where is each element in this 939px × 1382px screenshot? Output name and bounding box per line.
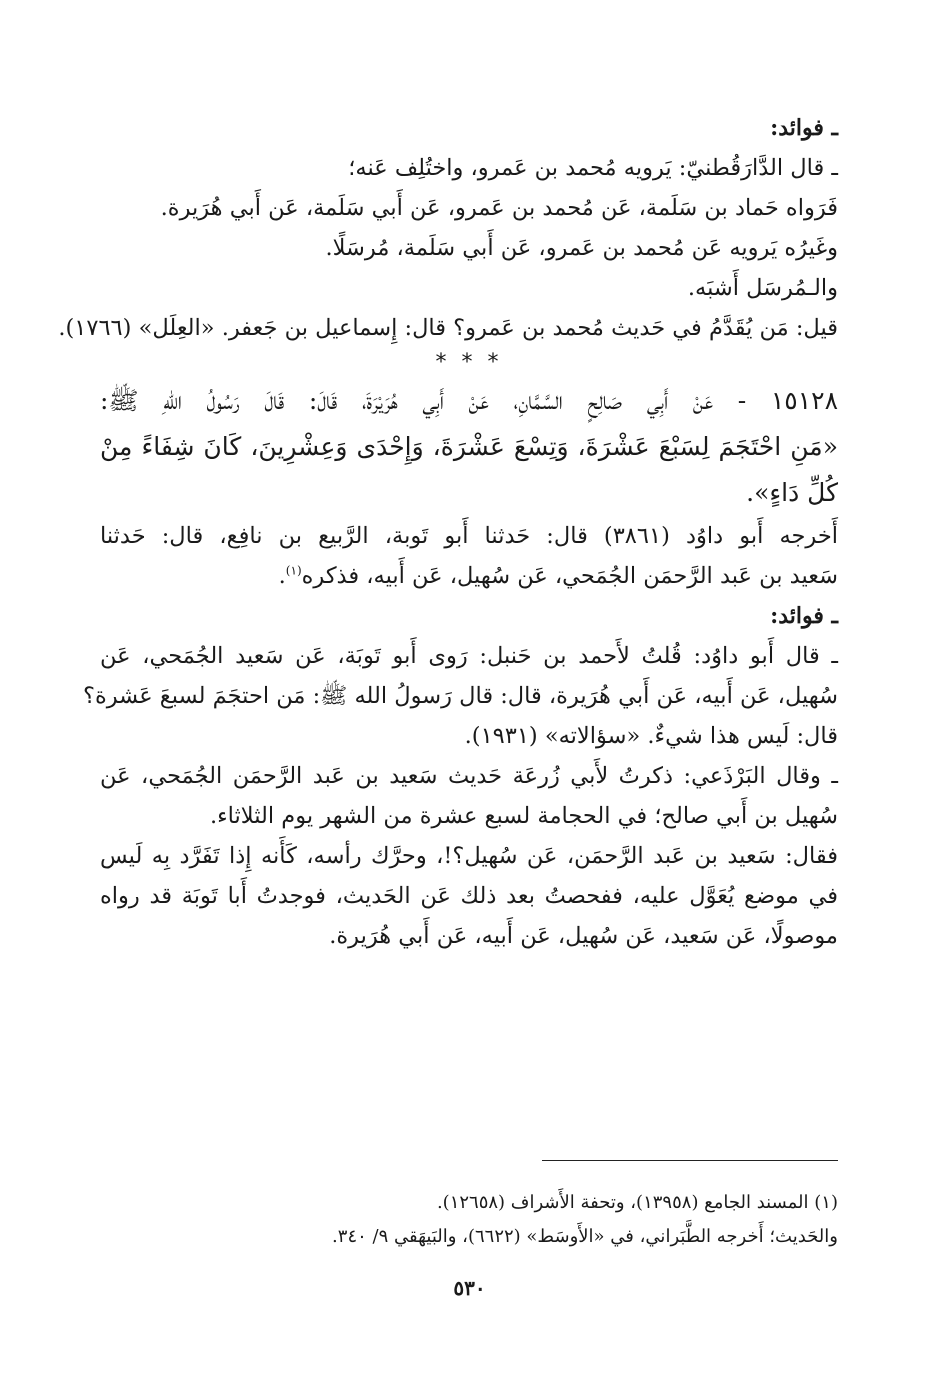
footnote-line: والحَديث؛ أَخرجه الطَّبَراني، في «الأَوسَط» (٦٦٢٢)، والبَيهَقي ٩/ ٣٤٠.: [332, 1226, 838, 1247]
takhrij-end: .: [278, 563, 286, 589]
text-line: في موضع يُعَوَّل عليه، ففحصتُ بعد ذلك عَن الحَديث، فوجدتُ أَبا تَوبَة قد رواه: [100, 883, 838, 909]
page-number: ٥٣٠: [453, 1276, 486, 1300]
text-line: وغَيرُه يَرويه عَن مُحمد بن عَمرو، عَن أَبي سَلَمة، مُرسَلًا.: [325, 235, 838, 261]
takhrij-text: سَعيد بن عَبد الرَّحمَن الجُمَحي، عَن سُهيل، عَن أَبيه، فذكره: [301, 563, 838, 589]
text-line: والـمُرسَل أَشبَه.: [687, 275, 838, 301]
footnote-divider: [542, 1160, 838, 1161]
takhrij-line: [100, 556, 838, 596]
text-line: موصولًا، عَن سَعيد، عَن سُهيل، عَن أَبيه، عَن أَبي هُرَيرة.: [329, 923, 838, 949]
footnote-line: (١) المسند الجامع (١٣٩٥٨)، وتحفة الأَشراف (١٢٦٥٨).: [436, 1192, 838, 1213]
text-line: سُهيل، عَن أَبيه، عَن أَبي هُرَيرة، قال: قال رَسولُ الله ﷺ: مَن احتجَمَ لسبعَ عَشرة؟: [83, 683, 838, 709]
text-line: قال: لَيس هذا شيءٌ. «سؤالاته» (١٩٣١).: [464, 723, 838, 749]
hadith-line: «مَنِ احْتَجَمَ لِسَبْعَ عَشْرَةَ، وَتِسْعَ عَشْرَةَ، وَإِحْدَى وَعِشْرِينَ، كَانَ شِفَاءً مِنْ: [100, 432, 838, 461]
footnotes: [100, 1186, 838, 1254]
takhrij-line: أَخرجه أَبو داوُد (٣٨٦١) قال: حَدثنا أَبو تَوبة، الرَّبيع بن نافِع، قال: حَدثنا: [100, 523, 838, 549]
text-line: ـ قال أَبو داوُد: قُلتُ لأَحمد بن حَنبل: رَوى أَبو تَوبَة، عَن سَعيد الجُمَحي، عَن: [100, 643, 838, 669]
footnote-reference[interactable]: (١): [285, 563, 302, 578]
section-separator: * * *: [435, 350, 503, 375]
section-heading-benefits: ـ فوائد:: [770, 603, 838, 629]
text-line: قيل: مَن يُقَدَّمُ في حَديث مُحمد بن عَمرو؟ قال: إِسماعيل بن جَعفر. «العِلَل» (١٧٦٦).: [58, 315, 838, 341]
section-heading-benefits: ـ فوائد:: [770, 115, 838, 141]
text-line: فَرَواه حَماد بن سَلَمة، عَن مُحمد بن عَمرو، عَن أَبي سَلَمة، عَن أَبي هُرَيرة.: [160, 195, 838, 221]
hadith-line: كُلِّ دَاءٍ».: [746, 478, 838, 507]
text-line: سُهيل بن أَبي صالح؛ في الحجامة لسبع عشرة من الشهر يوم الثلاثاء.: [209, 803, 838, 829]
text-line: ـ قال الدَّارَقُطنيّ: يَرويه مُحمد بن عَمرو، واختُلِف عَنه؛: [348, 155, 838, 181]
hadith-line: ١٥١٢٨ - عَنْ أَبِي صَالِحٍ السَّمَّانِ، عَنْ أَبِي هُرَيْرَةَ، قَالَ: قَالَ رَسُولُ اللهِ ﷺ:: [100, 386, 838, 415]
text-line: فقال: سَعيد بن عَبد الرَّحمَن، عَن سُهيل؟!، وحرَّك رأسه، كَأَنه إِذا تَفَرَّد بِه لَيس: [100, 843, 838, 869]
page-body: [58, 108, 838, 956]
text-line: ـ وقال البَرْذَعي: ذكرتُ لأَبي زُرعَة حَديث سَعيد بن عَبد الرَّحمَن الجُمَحي، عَن: [100, 763, 838, 789]
